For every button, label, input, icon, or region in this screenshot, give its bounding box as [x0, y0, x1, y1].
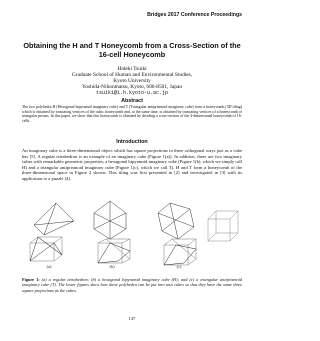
tetrahedron-figure [30, 203, 74, 261]
cube-outline-figure [208, 211, 238, 241]
running-header: Bridges 2017 Conference Proceedings [147, 12, 242, 18]
introduction-heading: Introduction [116, 139, 148, 145]
page-number: 147 [128, 316, 136, 321]
author-email: tsuiki@i.h.kyoto-u.ac.jp [95, 90, 168, 97]
paper-title [20, 41, 244, 59]
author-address: Yoshida-Nihonmatsu, Kyoto, 606-8501, Japan [81, 84, 183, 91]
title-line-1: Obtaining the H and T Honeycomb from a Cross-Section of the [23, 41, 241, 50]
title-line-2: 16-cell Honeycomb [98, 50, 166, 59]
figure-1 [22, 199, 242, 269]
triangular-antiprismoid-figure [158, 203, 196, 265]
author-block [20, 66, 244, 96]
sublabel-a: (a) [46, 264, 52, 269]
author-name: Hideki Tsuiki [117, 66, 147, 72]
caption-label: Figure 1: [22, 277, 40, 282]
author-affiliation-2: Kyoto University [113, 78, 151, 85]
sublabel-c: (c) [176, 264, 182, 269]
abstract-text: The two polyhedra H (Hexagonal bipyramid imaginary cube) and T (Triangular antiprismoid imaginary cube) form a honeycomb (3D tiling) which is obtained by truncating vertices of the cubic honeycomb and, at the same time, is obtained by truncating vertices of a honeycomb of triangular prisms. In this paper, we show that this honeycomb is obtained by dividing a cross-section of the 4-dimensional honeycomb of 16-cells. [22, 105, 242, 123]
hexagonal-bipyramid-figure [94, 201, 130, 263]
caption-text: (a) a regular tetrahedron; (b) a hexagonal bipyramid imaginary cube (H); and (c) a triangular antiprismoid imaginary cube (T). The lower figures show how these polyhedra can be put into unit cubes so that they have the same three square projections as the cubes. [22, 277, 242, 293]
introduction-text: An imaginary cube is a three-dimensional object which has square projections in three orthogonal ways just as a cube has [5]. A regular tetrahedron is an example of an imaginary cube (Figure 1(a)). In addition, there are two imaginary cubes with remarkable geometric properties; a hexagonal bipyramid imaginary cube (Figure 1(b), which we simply call H) and a triangular antiprismoid imaginary cube (Figure 1(c), which we call T). H and T form a honeycomb of the three-dimensional space in Figure 2 shown. This tiling was first presented in [2] and investigated in [3] with its application to a puzzle [4]. [22, 148, 242, 181]
abstract-heading: Abstract [121, 98, 143, 104]
figure-1-drawing [22, 199, 242, 269]
figure-1-caption [22, 277, 242, 293]
author-affiliation-1: Graduate School of Human and Environmental Studies, [71, 72, 193, 79]
sublabel-b: (b) [109, 264, 115, 269]
